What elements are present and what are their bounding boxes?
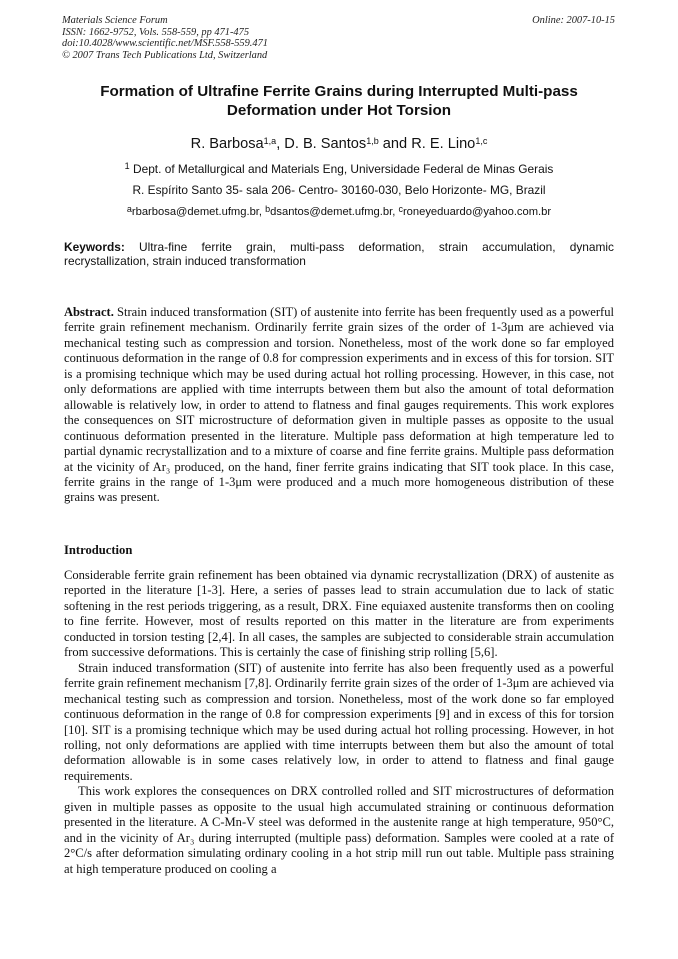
author-1: R. Barbosa [190, 136, 264, 152]
doi-line: doi:10.4028/www.scientific.net/MSF.558-559.471 [62, 38, 268, 50]
paper-title [64, 82, 614, 120]
author-2-affiliation: 1,b [366, 136, 379, 146]
author-list [64, 135, 614, 153]
introduction-body [64, 568, 614, 877]
online-date: Online: 2007-10-15 [532, 15, 615, 26]
issn-line: ISSN: 1662-9752, Vols. 558-559, pp 471-475 [62, 26, 250, 38]
journal-header [62, 15, 268, 61]
author-3: R. E. Lino [411, 136, 476, 152]
email-c-marker: c [398, 204, 403, 214]
intro-paragraph-3: This work explores the consequences on DRX controlled rolled and SIT microstructures of deformation given in multiple passes as opposite to the usual high accumulated straining or continuous deformation presented in the literature. A C-Mn-V steel was deformed in the austenite range at high temperature, 950°C, and in the vicinity of Ar₃ during interrupted (multiple pass) deformation. Samples were cooled at a rate of 2°C/s after deformation simulating ordinary cooling in a hot strip mill run out table. Multiple pass straining at high temperature produced on cooling a [64, 784, 614, 876]
author-1-affiliation: 1,a [263, 136, 277, 146]
intro-paragraph-1: Considerable ferrite grain refinement has been obtained via dynamic recrystallization (DRX) of austenite as reported in the literature [1-3]. Here, a series of passes lead to strain accumulation due to lack of static softening in the rest periods triggering, as a result, DRX. Fine equiaxed austenite transforms then on cooling to fine ferrite. However, most of results reported on this matter in the literature are from experiments conducted in torsion testing [2,4]. In all cases, the samples are subjected to considerable strain accumulation from successive deformations. This is certainly the case of finishing strip rolling [5,6]. [64, 568, 614, 660]
author-2: D. B. Santos [284, 136, 367, 152]
title-line-1: Formation of Ultrafine Ferrite Grains during Interrupted Multi-pass [100, 83, 578, 100]
department-text: Dept. of Metallurgical and Materials Eng, Universidade Federal de Minas Gerais [129, 162, 554, 176]
copyright-line: © 2007 Trans Tech Publications Ltd, Switzerland [62, 49, 268, 61]
email-a: rbarbosa@demet.ufmg.br, [131, 206, 266, 218]
intro-paragraph-2: Strain induced transformation (SIT) of austenite into ferrite has also been frequently used as a powerful ferrite grain refinement mechanism [7,8]. Ordinarily ferrite grain sizes of the order of 1-3μm are achieved via mechanical testing such as compression and torsion. Nonetheless, most of the work done so far employed continuous deformation in the range of 0.8 for compression experiments [9] and in excess of this for torsion [10]. SIT is a promising technique which may be used during actual hot rolling processing. However, in hot rolling, not only deformations are applied with time interrupts between them but also the amount of total deformation allowable is in some cases relatively low, in order to attend to flatness and final gauge requirements. [64, 660, 614, 783]
keywords-label: Keywords: [64, 240, 125, 254]
email-b-marker: b [265, 204, 271, 214]
journal-name: Materials Science Forum [62, 15, 168, 26]
title-line-2: Deformation under Hot Torsion [226, 102, 452, 119]
email-c: roneyeduardo@yahoo.com.br [402, 206, 552, 218]
author-3-affiliation: 1,c [475, 136, 488, 146]
abstract-label: Abstract. [64, 305, 114, 319]
affiliation-number: 1 [124, 161, 130, 171]
keywords-text: Ultra-fine ferrite grain, multi-pass deformation, strain accumulation, dynamic recrystallization, strain induced transformation [64, 240, 614, 269]
author-separator: , [276, 136, 285, 152]
email-a-marker: a [126, 204, 132, 214]
keywords [64, 240, 614, 269]
author-separator: and [378, 136, 412, 152]
abstract-text: Strain induced transformation (SIT) of austenite into ferrite has been frequently used as a powerful ferrite grain refinement mechanism. Ordinarily ferrite grain sizes of the order of 1-3μm are achieved via mechanical testing such as compression and torsion. Nonetheless, most of the work done so far employed continuous deformation in the range of 0.8 for compression experiments and in excess of this for torsion. SIT is a promising technique which may be used during actual hot rolling processing. However, in this case, not only deformations are applied with time interrupts between them but also the amount of total deformation allowable is relatively low, in order to attend to flatness and final gauges requirements. This work explores the consequences on SIT microstructure of deformation given in multiple passes as opposite to the usual continuous deformation presented in the literature. Multiple pass deformation at high temperature led to partial dynamic recrystallization and to a mixture of coarse and fine ferrite grains. Multiple pass deformation at the vicinity of Ar₃ produced, on the hand, finer ferrite grains indicating that SIT took place. In this case, ferrite grains in the range of 1-3μm were produced and a much more homogeneous distribution of these grains was present. [64, 305, 614, 505]
email-b: dsantos@demet.ufmg.br, [270, 206, 399, 218]
abstract [64, 305, 614, 506]
affiliation-department [64, 162, 614, 176]
author-emails [64, 205, 614, 219]
introduction-heading: Introduction [64, 543, 133, 557]
affiliation-address: R. Espírito Santo 35- sala 206- Centro- 30160-030, Belo Horizonte- MG, Brazil [132, 183, 546, 197]
